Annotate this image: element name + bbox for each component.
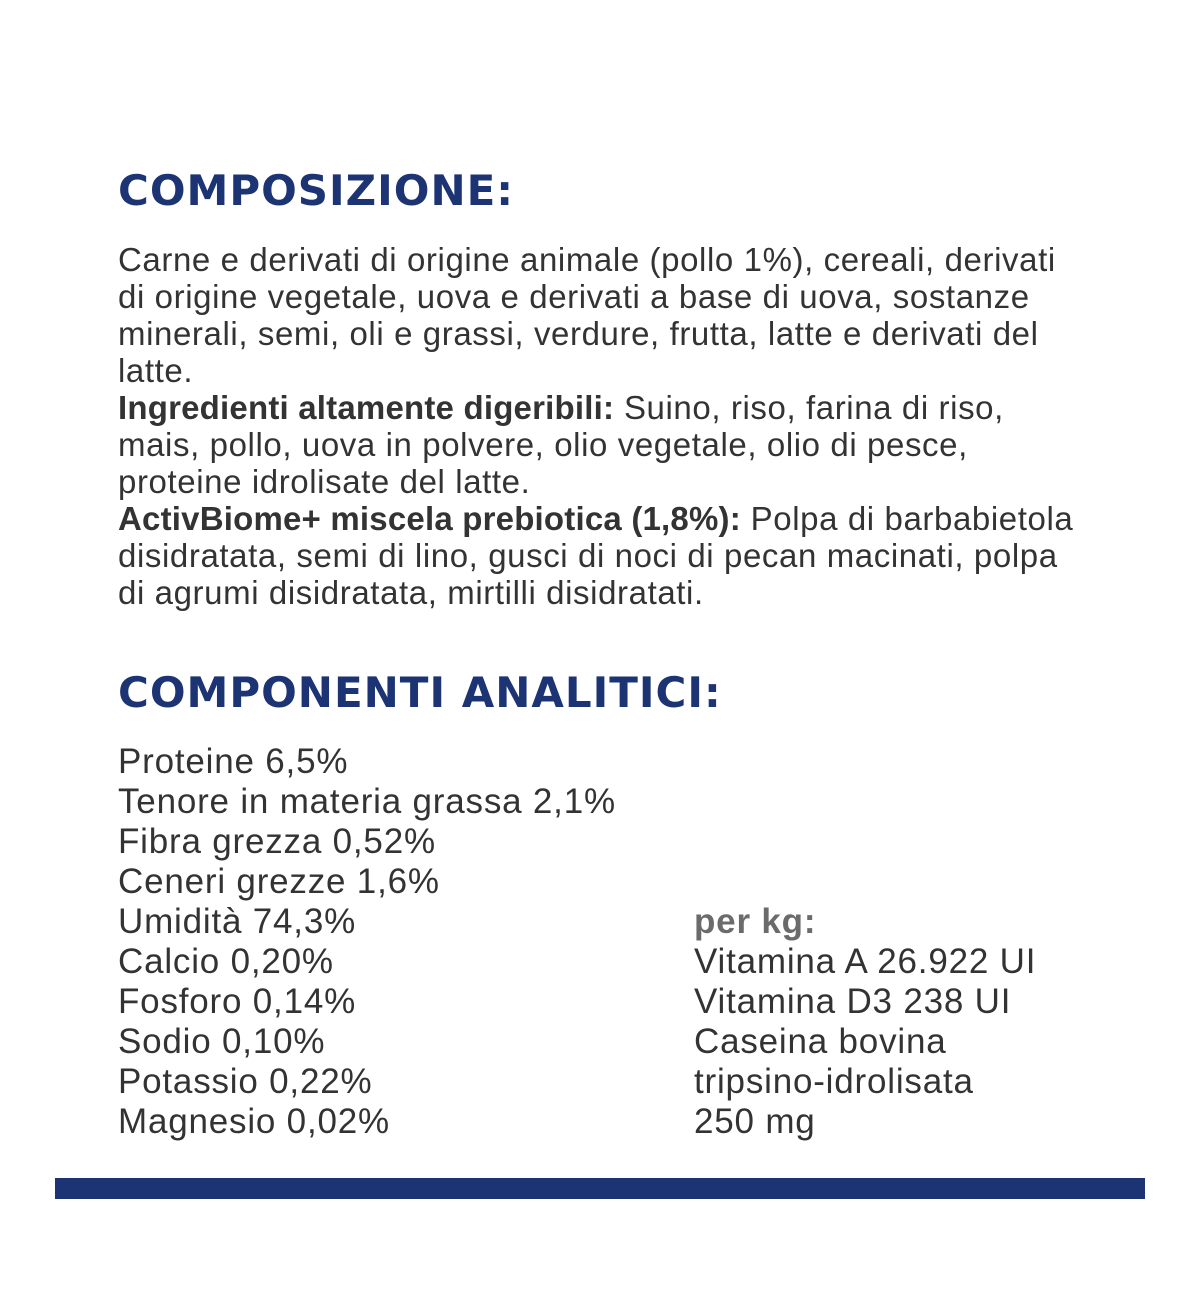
- analytical-item: Calcio 0,20%: [118, 942, 334, 981]
- analytical-item: Magnesio 0,02%: [118, 1102, 390, 1141]
- per-kg-list: [694, 942, 1114, 1142]
- per-kg-item: Vitamina A 26.922 UI: [694, 942, 1037, 981]
- composition-heading: COMPOSIZIONE:: [118, 166, 515, 215]
- analytical-item: Fosforo 0,14%: [118, 982, 357, 1021]
- prebiotic-blend: [118, 500, 1078, 611]
- bottom-divider-bar: [55, 1178, 1145, 1199]
- analytical-item: Sodio 0,10%: [118, 1022, 326, 1061]
- analytical-item: Proteine 6,5%: [118, 742, 349, 781]
- per-kg-item: 250 mg: [694, 1102, 816, 1141]
- composition-intro: Carne e derivati di origine animale (pollo 1%), cereali, derivati di origine vegetale, uova e derivati a base di uova, sostanze minerali, semi, oli e grassi, verdure, frutta, latte e derivati del latte.: [118, 241, 1056, 389]
- digestible-label: Ingredienti altamente digeribili:: [118, 389, 615, 426]
- analytical-heading: COMPONENTI ANALITICI:: [118, 668, 722, 717]
- analytical-item: Ceneri grezze 1,6%: [118, 862, 440, 901]
- analytical-item: Umidità 74,3%: [118, 902, 357, 941]
- per-kg-label: per kg:: [694, 902, 817, 941]
- per-kg-item: Caseina bovina: [694, 1022, 947, 1061]
- digestible-text: Suino, riso, farina di riso, mais, pollo, uova in polvere, olio vegetale, olio di pesce, proteine idrolisate del latte.: [118, 389, 1004, 500]
- analytical-item: Tenore in materia grassa 2,1%: [118, 782, 616, 821]
- digestible-ingredients: [118, 389, 1078, 500]
- prebiotic-text: Polpa di barbabietola disidratata, semi di lino, gusci di noci di pecan macinati, polpa di agrumi disidratata, mirtilli disidratati.: [118, 500, 1074, 611]
- analytical-list: [118, 742, 678, 1142]
- analytical-item: Fibra grezza 0,52%: [118, 822, 436, 861]
- prebiotic-label: ActivBiome+ miscela prebiotica (1,8%):: [118, 500, 741, 537]
- per-kg-item: tripsino-idrolisata: [694, 1062, 974, 1101]
- per-kg-block: [694, 902, 1114, 1142]
- composition-text: [118, 241, 1078, 611]
- per-kg-item: Vitamina D3 238 UI: [694, 982, 1012, 1021]
- analytical-item: Potassio 0,22%: [118, 1062, 373, 1101]
